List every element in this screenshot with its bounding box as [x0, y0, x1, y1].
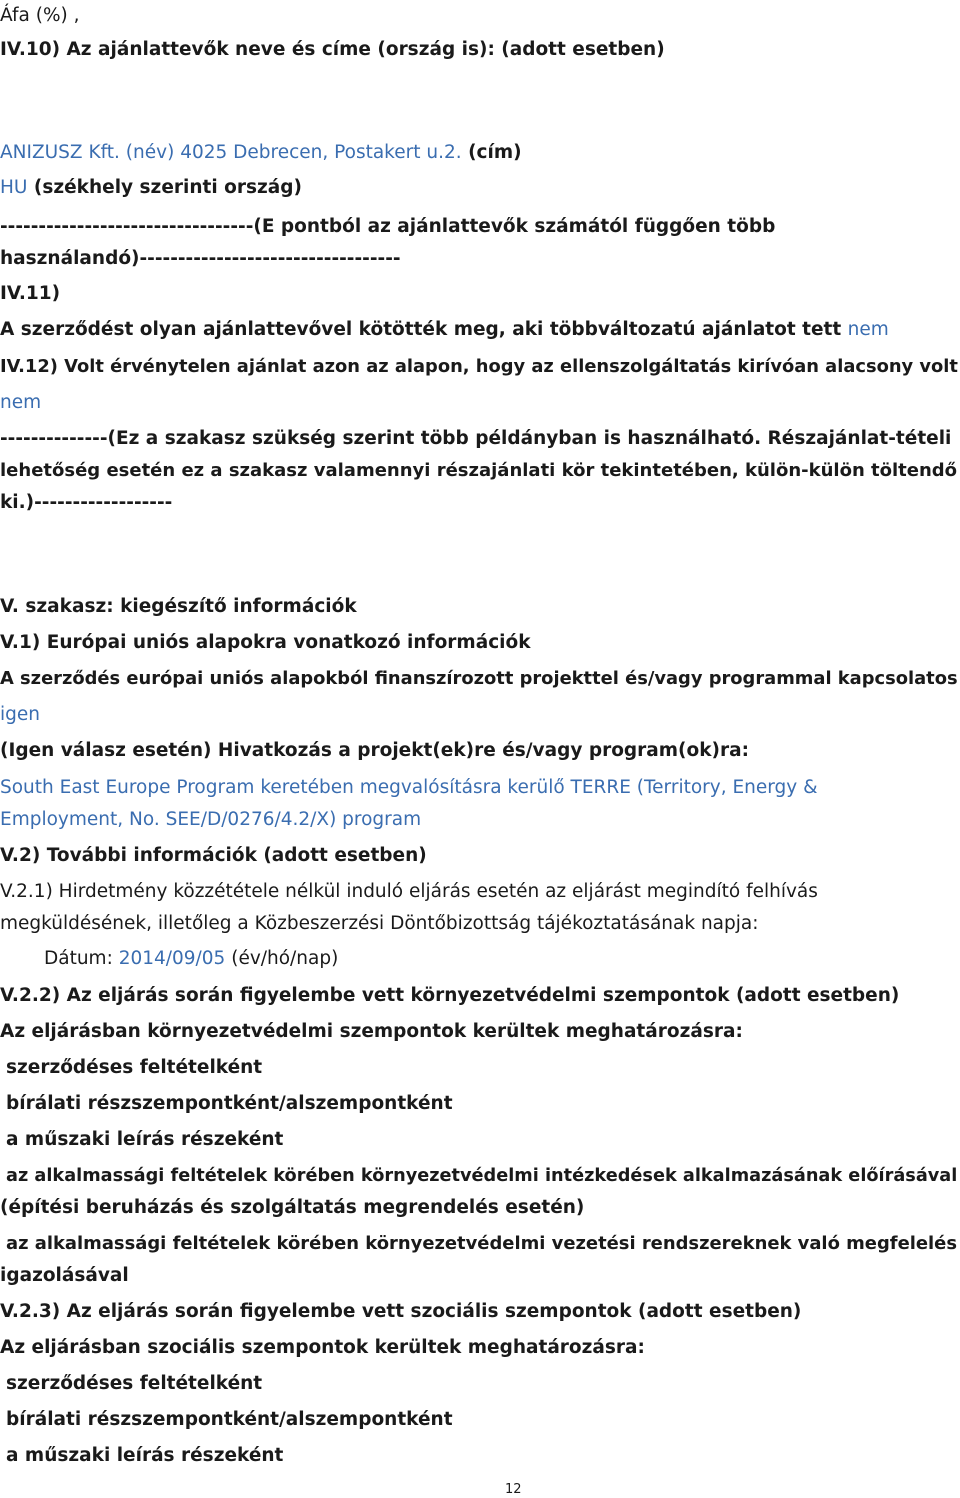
v21-text-line-2: megküldésének, illetőleg a Közbeszerzési Döntőbizottság tájékoztatásának napja:: [0, 913, 759, 934]
country-label: (székhely szerinti ország): [27, 177, 302, 198]
v23-option-technical: a műszaki leírás részeként: [6, 1445, 284, 1466]
country-code: HU: [0, 177, 28, 198]
v23-option-evaluation: bírálati részszempontként/alszempontként: [6, 1409, 453, 1430]
v1-program-line-2: Employment, No. SEE/D/0276/4.2/X) program: [0, 809, 422, 830]
v22-option-measures-1: az alkalmassági feltételek körében környezetvédelmi intézkedések alkalmazásának előírásával: [6, 1166, 958, 1186]
section-v1-heading: V.1) Európai uniós alapokra vonatkozó információk: [0, 632, 531, 653]
v22-option-measures-2: (építési beruházás és szolgáltatás megrendelés esetén): [0, 1197, 585, 1218]
iv11-question: A szerződést olyan ajánlattevővel kötötték meg, aki többváltozatú ajánlatot tett: [0, 319, 848, 340]
date-label: Dátum:: [44, 948, 119, 969]
date-value: 2014/09/05: [118, 948, 226, 969]
country-line: [0, 175, 302, 201]
separator-note-1: ---------------------------------(E pontból az ajánlattevők számától függően több: [0, 216, 776, 237]
date-line: [44, 946, 338, 972]
section-v2-heading: V.2) További információk (adott esetben): [0, 845, 427, 866]
separator-note-4: lehetőség esetén ez a szakasz valamennyi részajánlati kör tekintetében, külön-külön töltendő: [0, 460, 958, 481]
date-format: (év/hó/nap): [225, 948, 339, 969]
name-label: (név): [119, 142, 181, 163]
section-iv10-heading: IV.10) Az ajánlattevők neve és címe (ország is): (adott esetben): [0, 39, 665, 60]
v22-option-management-1: az alkalmassági feltételek körében környezetvédelmi vezetési rendszereknek való megfelelés: [6, 1233, 958, 1254]
bidder-address: 4025 Debrecen, Postakert u.2.: [180, 142, 462, 163]
separator-note-3: --------------(Ez a szakasz szükség szerint több példányban is használható. Részajánlat-tételi: [0, 428, 952, 449]
section-iv12-question: IV.12) Volt érvénytelen ajánlat azon az alapon, hogy az ellenszolgáltatás kirívóan alacsony volt: [0, 356, 958, 377]
v21-text-line-1: V.2.1) Hirdetmény közzététele nélkül induló eljárás esetén az eljárást megindító felhívás: [0, 881, 818, 902]
v1-question: A szerződés európai uniós alapokból finanszírozott projekttel és/vagy programmal kapcsolatos: [0, 668, 958, 689]
section-v22-heading: V.2.2) Az eljárás során figyelembe vett környezetvédelmi szempontok (adott esetben): [0, 985, 900, 1006]
iv11-question-line: [0, 317, 889, 343]
bidder-name-line: [0, 140, 522, 166]
v23-option-contract: szerződéses feltételként: [6, 1373, 263, 1394]
section-v23-heading: V.2.3) Az eljárás során figyelembe vett szociális szempontok (adott esetben): [0, 1301, 802, 1322]
v22-option-evaluation: bírálati részszempontként/alszempontként: [6, 1093, 453, 1114]
v22-option-contract: szerződéses feltételként: [6, 1057, 263, 1078]
v22-option-technical: a műszaki leírás részeként: [6, 1129, 284, 1150]
separator-note-5: ki.)------------------: [0, 492, 173, 513]
iv12-answer: nem: [0, 392, 42, 413]
v1-answer: igen: [0, 704, 40, 725]
v22-question: Az eljárásban környezetvédelmi szempontok kerültek meghatározásra:: [0, 1021, 743, 1042]
iv11-answer: nem: [847, 319, 889, 340]
section-iv11-heading: IV.11): [0, 283, 61, 304]
section-v-heading: V. szakasz: kiegészítő információk: [0, 596, 357, 617]
page-number: 12: [505, 1482, 522, 1497]
v1-program-line-1: South East Europe Program keretében megvalósításra kerülő TERRE (Territory, Energy &: [0, 777, 818, 798]
v1-reference-label: (Igen válasz esetén) Hivatkozás a projekt(ek)re és/vagy program(ok)ra:: [0, 740, 749, 761]
v23-question: Az eljárásban szociális szempontok kerültek meghatározásra:: [0, 1337, 645, 1358]
bidder-name: ANIZUSZ Kft.: [0, 142, 120, 163]
vat-label: Áfa (%) ,: [0, 5, 80, 26]
address-label: (cím): [461, 142, 522, 163]
separator-note-2: használandó)----------------------------------: [0, 248, 401, 269]
v22-option-management-2: igazolásával: [0, 1265, 129, 1286]
